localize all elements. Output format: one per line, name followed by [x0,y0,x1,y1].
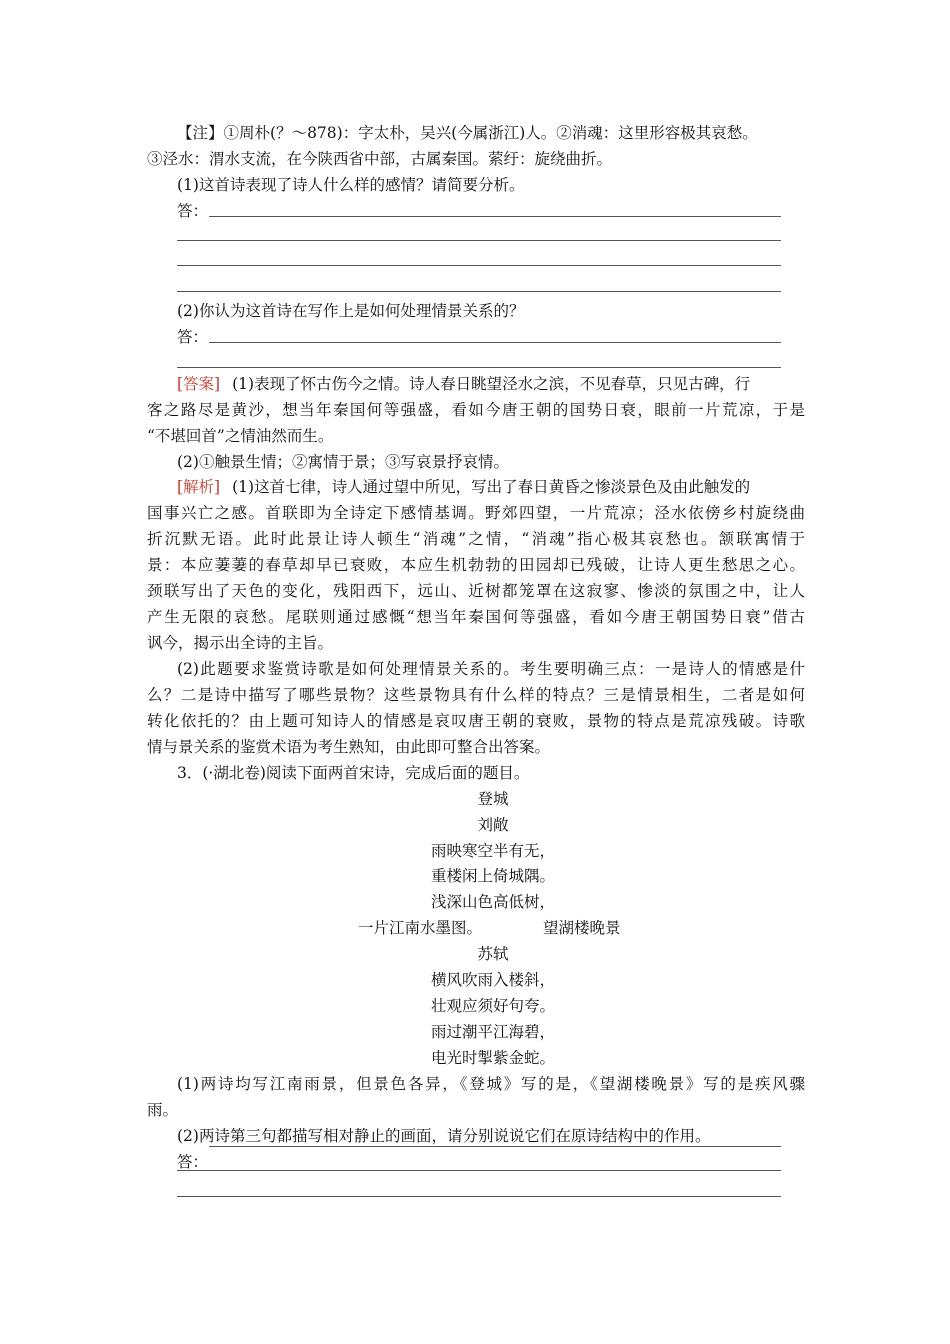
question-1: (1)这首诗表现了诗人什么样的感情？请简要分析。 [177,176,525,194]
analysis-line: 国事兴亡之感。首联即为全诗定下感情基调。野郊四望，一片荒凉；泾水依傍乡村旋绕曲 [147,504,805,522]
analysis-line: 转化依托的？由上题可知诗人的情感是哀叹唐王朝的衰败，景物的特点是荒凉残破。诗歌 [147,712,805,730]
answer-label-1: 答： [177,202,209,220]
answer-rule [177,367,781,368]
answer-tag: [答案] [177,375,221,393]
answer-rule [209,342,781,343]
answer-rule [177,265,781,266]
analysis-line: 么？二是诗中描写了哪些景物？这些景物具有什么样的特点？三是情景相生，二者是如何 [147,686,805,704]
poem-1-title: 登城 [477,790,509,808]
answer-line-3: “不堪回首”之情油然而生。 [147,427,334,445]
poem-1-line: 雨映寒空半有无， [430,842,555,860]
analysis-line: 讽今，揭示出全诗的主旨。 [147,634,334,652]
answer-rule [209,216,781,217]
answer-rule [177,240,781,241]
note-line-1 [177,120,805,146]
note-line-2: ③泾水：渭水支流，在今陕西省中部，古属秦国。萦纡：旋绕曲折。 [147,150,613,168]
note-label: 【注】 [177,124,224,142]
question-3-sub-1: (1)两诗均写江南雨景，但景色各异，《登城》写的是，《望湖楼晚景》写的是疾风骤 [177,1075,805,1093]
analysis-line: (2)此题要求鉴赏诗歌是如何处理情景关系的。考生要明确三点：一是诗人的情感是什 [177,660,805,678]
analysis-tag: [解析] [177,478,221,496]
note-text: ①周朴(？～878)：字太朴，吴兴(今属浙江)人。②消魂：这里形容极其哀愁。 [223,124,758,142]
poem-2-line: 雨过潮平江海碧， [430,1023,555,1041]
poem-1-line: 浅深山色高低树， [430,893,555,911]
poem-2-title: 望湖楼晚景 [543,919,621,937]
analysis-line: 产生无限的哀愁。尾联则通过感慨“想当年秦国何等强盛，看如今唐王朝国势日衰”借古 [147,608,805,626]
poem-1-author: 刘敞 [477,816,509,834]
question-3-intro: 3．(·湖北卷)阅读下面两首宋诗，完成后面的题目。 [177,764,530,782]
analysis-line: 颈联写出了天色的变化，残阳西下，远山、近树都笼罩在这寂寥、惨淡的氛围之中，让人 [147,582,805,600]
analysis-line: 折沉默无语。此时此景让诗人顿生“消魂”之情，“消魂”指心极其哀愁也。颔联寓情于 [147,530,805,548]
answer-label-2: 答： [177,328,209,346]
question-3-sub-2: (2)两诗第三句都描写相对静止的画面，请分别说说它们在原诗结构中的作用。 [177,1127,711,1145]
poem-1-line: 一片江南水墨图。 [358,919,483,937]
answer-label-3: 答： [177,1153,209,1171]
answer-rule [177,1196,781,1197]
question-2: (2)你认为这首诗在写作上是如何处理情景关系的？ [177,302,525,320]
answer-line-2: 客之路尽是黄沙，想当年秦国何等强盛，看如今唐王朝的国势日衰，眼前一片荒凉，于是 [147,401,805,419]
answer-line-4: (2)①触景生情；②寓情于景；③写哀景抒哀情。 [177,453,509,471]
answer-rule [209,1146,781,1147]
analysis-line-1: [解析] (1)这首七律，诗人通过望中所见，写出了春日黄昏之惨淡景色及由此触发的 [177,478,751,496]
analysis-line: 景：本应萋萋的春草却早已衰败，本应生机勃勃的田园却已残破，让诗人更生愁思之心。 [147,556,805,574]
poem-2-author: 苏轼 [477,945,509,963]
poem-2-line: 壮观应须好句夸。 [430,997,555,1015]
poem-2-line: 横风吹雨入楼斜， [430,971,555,989]
answer-line-1: [答案] (1)表现了怀古伤今之情。诗人春日眺望泾水之滨，不见春草，只见古碑，行 [177,375,751,393]
poem-1-line: 重楼闲上倚城隅。 [430,867,555,885]
poem-2-line: 电光时掣紫金蛇。 [430,1049,555,1067]
answer-rule [177,1170,781,1171]
question-3-sub-1-cont: 雨。 [147,1101,179,1119]
analysis-line: 情与景关系的鉴赏术语为考生熟知，由此即可整合出答案。 [147,738,551,756]
answer-rule [177,291,781,292]
